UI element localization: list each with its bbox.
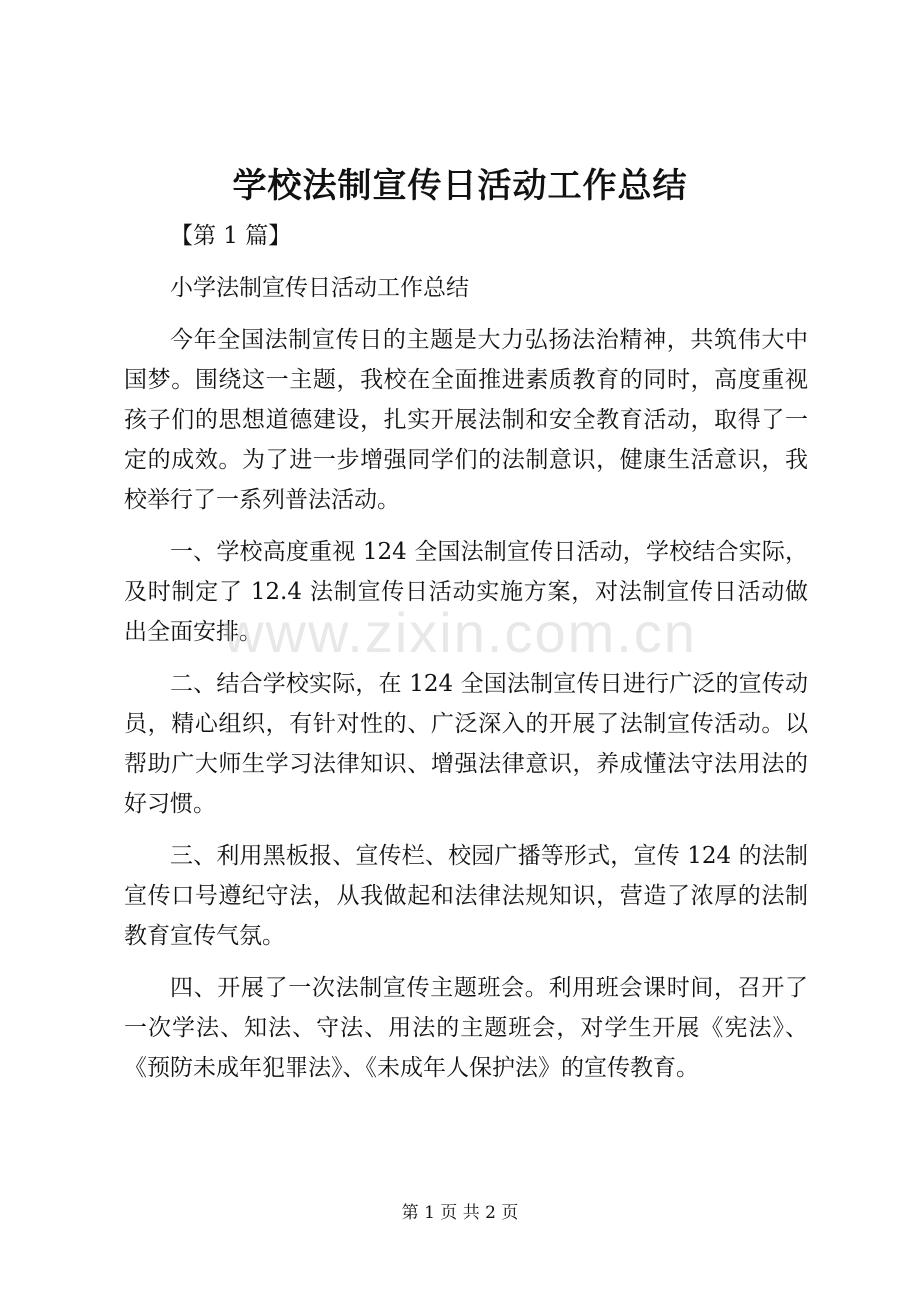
watermark: www.zixin.com.cn [223,601,697,664]
paragraph: 四、开展了一次法制宣传主题班会。利用班会课时间，召开了一次学法、知法、守法、用法的主题班会，对学生开展《宪法》、《预防未成年犯罪法》、《未成年人保护法》的宣传教育。 [124,975,808,1081]
page-footer: 第 1 页 共 2 页 [401,1203,519,1223]
paragraph: 三、利用黑板报、宣传栏、校园广播等形式，宣传 124 的法制宣传口号遵纪守法，从我做起和法律法规知识，营造了浓厚的法制教育宣传气氛。 [124,843,808,949]
document-title: 学校法制宣传日活动工作总结 [232,166,688,206]
document-subtitle: 小学法制宣传日活动工作总结 [170,275,469,301]
document-body [124,216,808,1100]
section-label: 【第 1 篇】 [170,223,292,249]
paragraph: 今年全国法制宣传日的主题是大力弘扬法治精神，共筑伟大中国梦。围绕这一主题，我校在全面推进素质教育的同时，高度重视孩子们的思想道德建设，扎实开展法制和安全教育活动，取得了一定的成效。为了进一步增强同学们的法制意识，健康生活意识，我校举行了一系列普法活动。 [124,327,808,513]
paragraph: 二、结合学校实际，在 124 全国法制宣传日进行广泛的宣传动员，精心组织，有针对性的、广泛深入的开展了法制宣传活动。以帮助广大师生学习法律知识、增强法律意识，养成懂法守法用法的好习惯。 [124,671,808,817]
paragraph: 一、学校高度重视 124 全国法制宣传日活动，学校结合实际，及时制定了 12.4 法制宣传日活动实施方案，对法制宣传日活动做出全面安排。 [124,539,808,645]
